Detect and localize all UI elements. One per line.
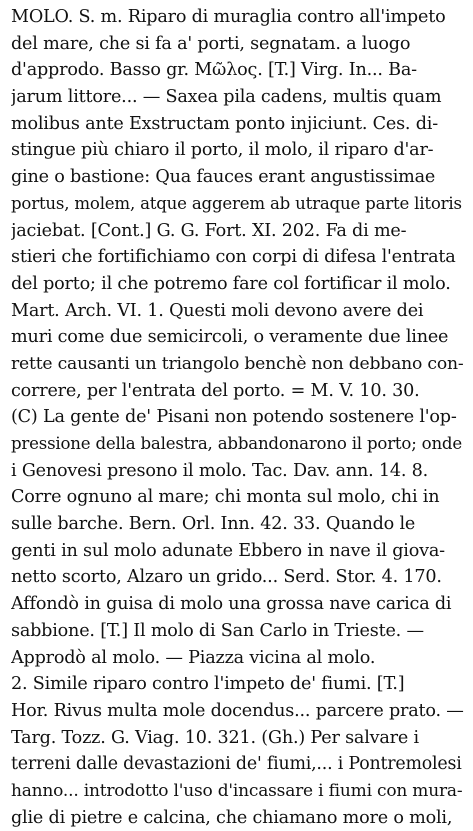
text-line: del mare, che si fa a' porti, segnatam. a luogo <box>11 33 411 54</box>
text-line: muri come due semicircoli, o veramente due linee <box>11 327 449 348</box>
text-line: 2. Simile riparo contro l'impeto de' fiumi. [T.] <box>11 674 405 695</box>
text-line: Corre ognuno al mare; chi monta sul molo, chi in <box>11 487 440 508</box>
text-line: rette causanti un triangolo benchè non debbano con- <box>11 353 464 374</box>
text-line: sulle barche. Bern. Orl. Inn. 42. 33. Quando le <box>11 514 416 535</box>
text-line: hanno... introdotto l'uso d'incassare i fiumi con mura- <box>11 780 463 801</box>
text-line: d'approdo. Basso gr. Μῶλος. [T.] Virg. In... Ba- <box>11 60 417 81</box>
text-line: gine o bastione: Qua fauces erant angustissimae <box>11 167 436 188</box>
text-line: genti in sul molo adunate Ebbero in nave il giova- <box>11 540 445 561</box>
text-line: netto scorto, Alzaro un grido... Serd. Stor. 4. 170. <box>11 567 442 588</box>
text-line: Approdò al molo. — Piazza vicina al molo. <box>11 647 376 668</box>
text-line: pressione della balestra, abbandonarono il porto; onde <box>11 434 462 453</box>
text-line: jarum littore... — Saxea pila cadens, multis quam <box>11 87 442 108</box>
text-line: terreni dalle devastazioni de' fiumi,... i Pontremolesi <box>11 754 462 775</box>
text-line: glie di pietre e calcina, che chiamano more o moli, <box>11 807 453 828</box>
text-line: del porto; il che potremo fare col fortificar il molo. <box>11 273 451 294</box>
text-line: i Genovesi presono il molo. Tac. Dav. ann. 14. 8. <box>11 460 429 481</box>
text-line: portus, molem, atque aggerem ab utraque parte litoris <box>11 193 462 213</box>
text-line: stingue più chiaro il porto, il molo, il riparo d'ar- <box>11 140 434 161</box>
text-line: correre, per l'entrata del porto. = M. V. 10. 30. <box>11 380 420 401</box>
text-line: Mart. Arch. VI. 1. Questi moli devono avere dei <box>11 300 424 321</box>
text-line: (C) La gente de' Pisani non potendo sostenere l'op- <box>11 407 457 428</box>
text-line: molibus ante Exstructam ponto injiciunt. Ces. di- <box>11 113 438 134</box>
text-line: Hor. Rivus multa mole docendus... parcere prato. — <box>11 700 464 721</box>
text-line: Affondò in guisa di molo una grossa nave carica di <box>11 594 452 615</box>
text-line: sabbione. [T.] Il molo di San Carlo in Trieste. — <box>11 620 424 641</box>
text-line: MOLO. S. m. Riparo di muraglia contro all'impeto <box>11 7 446 27</box>
text-line: jaciebat. [Cont.] G. G. Fort. XI. 202. Fa di me- <box>11 220 407 241</box>
text-line: stieri che fortifichiamo con corpi di difesa l'entrata <box>11 247 456 268</box>
text-line: Targ. Tozz. G. Viag. 10. 321. (Gh.) Per salvare i <box>11 727 419 748</box>
